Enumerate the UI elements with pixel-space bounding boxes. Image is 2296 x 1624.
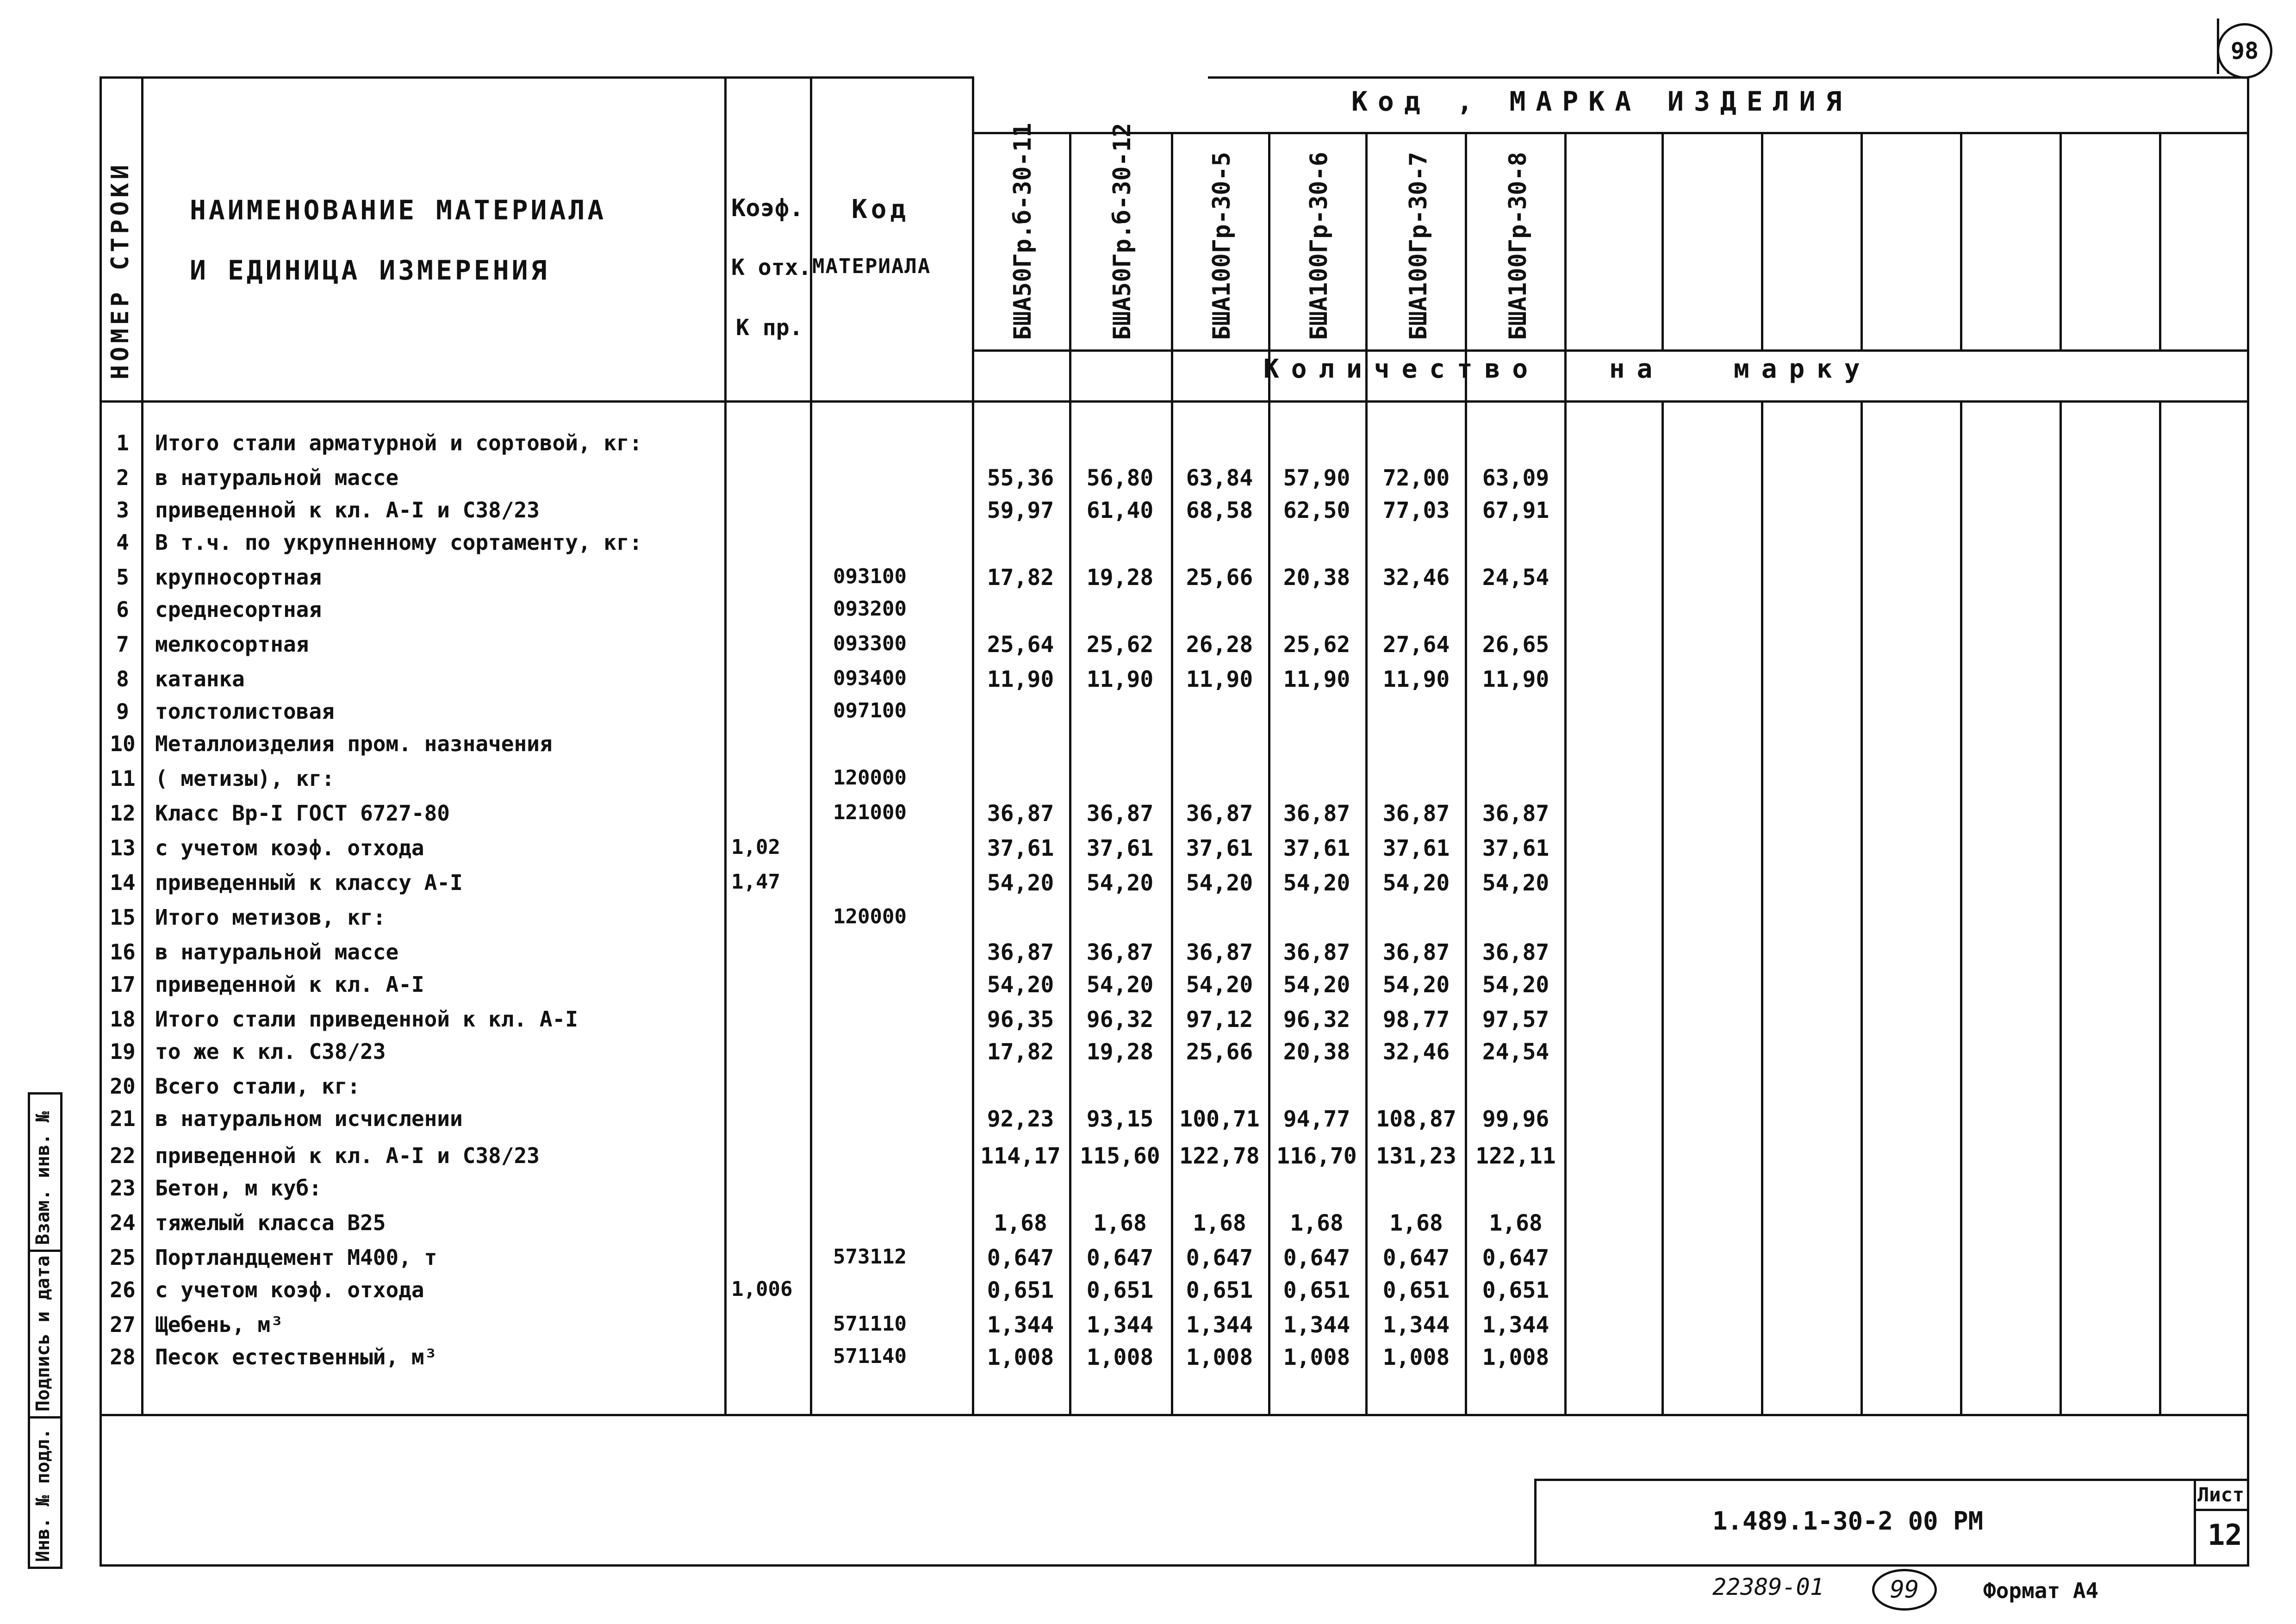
quantity-cell: 99,96 xyxy=(1482,1106,1549,1132)
quantity-cell: 0,647 xyxy=(1482,1245,1549,1271)
quantity-cell: 19,28 xyxy=(1086,1039,1154,1065)
koef-header-line3: К пр. xyxy=(736,315,803,341)
material-code: 093300 xyxy=(833,632,907,655)
quantity-cell: 36,87 xyxy=(1186,940,1253,965)
material-name: Итого стали приведенной к кл. А-I xyxy=(155,1007,578,1032)
quantity-cell: 54,20 xyxy=(1086,870,1154,896)
material-name: мелкосортная xyxy=(155,632,309,657)
quantity-cell: 54,20 xyxy=(987,870,1054,896)
material-name: среднесортная xyxy=(155,597,322,622)
row-number: 17 xyxy=(110,972,136,997)
quantity-cell: 11,90 xyxy=(1283,666,1350,692)
material-name: Бетон, м куб: xyxy=(155,1176,322,1201)
row-number: 8 xyxy=(116,666,129,691)
quantity-cell: 1,008 xyxy=(1382,1344,1450,1370)
quantity-cell: 25,62 xyxy=(1283,632,1350,658)
quantity-cell: 54,20 xyxy=(1283,870,1350,896)
material-name: ( метизы), кг: xyxy=(155,766,335,791)
code-header-line2: МАТЕРИАЛА xyxy=(812,255,931,278)
quantity-cell: 54,20 xyxy=(1382,972,1450,998)
quantity-cell: 54,20 xyxy=(1186,972,1253,998)
quantity-cell: 108,87 xyxy=(1376,1106,1456,1132)
quantity-cell: 72,00 xyxy=(1382,465,1450,491)
stamp-vzam: Взам. инв. № xyxy=(32,1111,54,1245)
quantity-cell: 32,46 xyxy=(1382,1039,1450,1065)
quantity-cell: 0,651 xyxy=(1186,1277,1253,1303)
koef-header-line1: Коэф. xyxy=(731,194,804,222)
material-name: Песок естественный, м³ xyxy=(155,1344,437,1369)
product-mark: БША50Гр.б-30-11 xyxy=(1009,123,1037,340)
material-code: 093200 xyxy=(833,597,907,621)
quantity-cell: 54,20 xyxy=(1283,972,1350,998)
row-number: 11 xyxy=(110,766,136,791)
row-number: 24 xyxy=(110,1210,136,1235)
format-label: Формат А4 xyxy=(1983,1578,2099,1603)
sheet-label: Лист xyxy=(2197,1483,2245,1506)
quantity-cell: 11,90 xyxy=(1482,666,1549,692)
quantity-cell: 54,20 xyxy=(1186,870,1253,896)
product-mark: БША50Гр.б-30-12 xyxy=(1108,123,1136,340)
quantity-cell: 96,32 xyxy=(1086,1007,1154,1033)
material-name: приведенный к классу А-I xyxy=(155,870,463,895)
quantity-cell: 68,58 xyxy=(1186,498,1253,523)
quantity-cell: 0,651 xyxy=(987,1277,1054,1303)
stamp-podpis: Подпись и дата xyxy=(32,1255,54,1412)
material-name: катанка xyxy=(155,666,245,691)
quantity-cell: 1,344 xyxy=(1283,1312,1350,1338)
quantity-cell: 11,90 xyxy=(1086,666,1154,692)
material-code: 093100 xyxy=(833,565,907,588)
material-name: то же к кл. С38/23 xyxy=(155,1039,386,1064)
quantity-cell: 96,32 xyxy=(1283,1007,1350,1033)
material-name: с учетом коэф. отхода xyxy=(155,1277,424,1302)
quantity-cell: 0,651 xyxy=(1482,1277,1549,1303)
row-number: 14 xyxy=(110,870,136,895)
quantity-cell: 62,50 xyxy=(1283,498,1350,523)
row-number: 7 xyxy=(116,632,129,657)
row-number: 4 xyxy=(116,530,129,555)
material-code: 121000 xyxy=(833,801,907,824)
quantity-cell: 97,57 xyxy=(1482,1007,1549,1033)
material-code: 093400 xyxy=(833,666,907,690)
quantity-cell: 67,91 xyxy=(1482,498,1549,523)
material-name: Портландцемент М400, т xyxy=(155,1245,437,1270)
material-name: Всего стали, кг: xyxy=(155,1074,361,1099)
row-number: 6 xyxy=(116,597,129,622)
quantity-cell: 59,97 xyxy=(987,498,1054,523)
material-name: Итого метизов, кг: xyxy=(155,905,386,930)
quantity-cell: 54,20 xyxy=(1086,972,1154,998)
quantity-cell: 32,46 xyxy=(1382,565,1450,591)
quantity-cell: 77,03 xyxy=(1382,498,1450,523)
row-number: 13 xyxy=(110,835,136,860)
quantity-cell: 27,64 xyxy=(1382,632,1450,658)
quantity-cell: 57,90 xyxy=(1283,465,1350,491)
quantity-cell: 54,20 xyxy=(1482,870,1549,896)
quantity-cell: 1,68 xyxy=(1389,1210,1443,1236)
quantity-cell: 116,70 xyxy=(1276,1143,1357,1169)
quantity-cell: 17,82 xyxy=(987,1039,1054,1065)
material-code: 571110 xyxy=(833,1312,907,1336)
quantity-cell: 0,647 xyxy=(1086,1245,1154,1271)
row-number: 20 xyxy=(110,1074,136,1099)
quantity-cell: 97,12 xyxy=(1186,1007,1253,1033)
material-code: 120000 xyxy=(833,905,907,928)
material-code: 571140 xyxy=(833,1344,907,1368)
quantity-cell: 1,008 xyxy=(1482,1344,1549,1370)
quantity-cell: 20,38 xyxy=(1283,565,1350,591)
page-circle xyxy=(1872,1569,1937,1611)
quantity-cell: 100,71 xyxy=(1179,1106,1260,1132)
quantity-header: Количество на марку xyxy=(1263,354,1872,384)
row-number: 1 xyxy=(116,430,129,455)
material-name: в натуральном исчислении xyxy=(155,1106,463,1131)
material-name: Итого стали арматурной и сортовой, кг: xyxy=(155,430,642,455)
material-name: Класс Вр-I ГОСТ 6727-80 xyxy=(155,801,450,826)
quantity-cell: 1,68 xyxy=(1489,1210,1543,1236)
quantity-cell: 36,87 xyxy=(1382,940,1450,965)
quantity-cell: 36,87 xyxy=(1382,801,1450,827)
name-header-line2: И ЕДИНИЦА ИЗМЕРЕНИЯ xyxy=(190,255,550,286)
row-number: 9 xyxy=(116,699,129,724)
product-mark: БША100Гр-30-6 xyxy=(1305,152,1333,340)
quantity-cell: 1,68 xyxy=(1290,1210,1344,1236)
sheet-number: 12 xyxy=(2208,1518,2242,1552)
quantity-cell: 36,87 xyxy=(987,940,1054,965)
koef-cell: 1,006 xyxy=(731,1277,793,1301)
quantity-cell: 54,20 xyxy=(1482,972,1549,998)
quantity-cell: 122,11 xyxy=(1475,1143,1556,1169)
quantity-cell: 19,28 xyxy=(1086,565,1154,591)
quantity-cell: 36,87 xyxy=(1482,801,1549,827)
material-name: крупносортная xyxy=(155,565,322,590)
quantity-cell: 26,65 xyxy=(1482,632,1549,658)
quantity-cell: 1,008 xyxy=(1283,1344,1350,1370)
quantity-cell: 1,68 xyxy=(994,1210,1047,1236)
material-name: В т.ч. по укрупненному сортаменту, кг: xyxy=(155,530,642,555)
quantity-cell: 54,20 xyxy=(987,972,1054,998)
material-name: в натуральной массе xyxy=(155,940,399,964)
quantity-cell: 1,68 xyxy=(1093,1210,1147,1236)
quantity-cell: 1,344 xyxy=(1186,1312,1253,1338)
material-name: Металлоизделия пром. назначения xyxy=(155,731,553,756)
quantity-cell: 61,40 xyxy=(1086,498,1154,523)
product-group-header: Код , МАРКА ИЗДЕЛИЯ xyxy=(1351,86,1852,117)
material-code: 573112 xyxy=(833,1245,907,1269)
row-number: 23 xyxy=(110,1176,136,1201)
quantity-cell: 11,90 xyxy=(1382,666,1450,692)
koef-header-line2: К отх. xyxy=(731,255,812,280)
material-name: приведенной к кл. А-I и С38/23 xyxy=(155,1143,540,1168)
quantity-cell: 93,15 xyxy=(1086,1106,1154,1132)
material-name: тяжелый класса В25 xyxy=(155,1210,386,1235)
quantity-cell: 1,008 xyxy=(1086,1344,1154,1370)
quantity-cell: 36,87 xyxy=(1482,940,1549,965)
row-number: 25 xyxy=(110,1245,136,1270)
sheet-mark xyxy=(2217,23,2272,79)
quantity-cell: 37,61 xyxy=(1482,835,1549,861)
material-code: 097100 xyxy=(833,699,907,722)
quantity-cell: 36,87 xyxy=(1186,801,1253,827)
quantity-cell: 122,78 xyxy=(1179,1143,1260,1169)
quantity-cell: 37,61 xyxy=(1382,835,1450,861)
material-name: толстолистовая xyxy=(155,699,335,724)
quantity-cell: 20,38 xyxy=(1283,1039,1350,1065)
quantity-cell: 24,54 xyxy=(1482,565,1549,591)
stamp-inv-podl: Инв. № подл. xyxy=(32,1428,54,1562)
quantity-cell: 26,28 xyxy=(1186,632,1253,658)
koef-cell: 1,47 xyxy=(731,870,780,894)
quantity-cell: 114,17 xyxy=(980,1143,1061,1169)
quantity-cell: 25,62 xyxy=(1086,632,1154,658)
quantity-cell: 1,008 xyxy=(1186,1344,1253,1370)
quantity-cell: 36,87 xyxy=(1283,940,1350,965)
row-number: 15 xyxy=(110,905,136,930)
row-number: 27 xyxy=(110,1312,136,1337)
quantity-cell: 1,344 xyxy=(987,1312,1054,1338)
row-number: 22 xyxy=(110,1143,136,1168)
quantity-cell: 94,77 xyxy=(1283,1106,1350,1132)
quantity-cell: 63,09 xyxy=(1482,465,1549,491)
quantity-cell: 63,84 xyxy=(1186,465,1253,491)
row-number: 2 xyxy=(116,465,129,490)
material-name: в натуральной массе xyxy=(155,465,399,490)
quantity-cell: 24,54 xyxy=(1482,1039,1549,1065)
material-name: приведенной к кл. А-I и С38/23 xyxy=(155,498,540,523)
material-name: с учетом коэф. отхода xyxy=(155,835,424,860)
quantity-cell: 37,61 xyxy=(987,835,1054,861)
row-number: 21 xyxy=(110,1106,136,1131)
quantity-cell: 0,647 xyxy=(1283,1245,1350,1271)
quantity-cell: 25,64 xyxy=(987,632,1054,658)
row-number-header: НОМЕР СТРОКИ xyxy=(106,161,134,380)
doc-code: 1.489.1-30-2 00 РМ xyxy=(1712,1506,1984,1536)
quantity-cell: 1,68 xyxy=(1193,1210,1246,1236)
quantity-cell: 37,61 xyxy=(1283,835,1350,861)
row-number: 3 xyxy=(116,498,129,523)
row-number: 19 xyxy=(110,1039,136,1064)
quantity-cell: 36,87 xyxy=(1283,801,1350,827)
quantity-cell: 0,647 xyxy=(1186,1245,1253,1271)
row-number: 16 xyxy=(110,940,136,964)
quantity-cell: 96,35 xyxy=(987,1007,1054,1033)
quantity-cell: 37,61 xyxy=(1086,835,1154,861)
quantity-cell: 1,344 xyxy=(1482,1312,1549,1338)
material-name: приведенной к кл. А-I xyxy=(155,972,424,997)
quantity-cell: 1,008 xyxy=(987,1344,1054,1370)
row-number: 26 xyxy=(110,1277,136,1302)
code-header-line1: Код xyxy=(852,194,910,224)
material-name: Щебень, м³ xyxy=(155,1312,283,1337)
quantity-cell: 1,344 xyxy=(1382,1312,1450,1338)
quantity-cell: 11,90 xyxy=(1186,666,1253,692)
row-number: 5 xyxy=(116,565,129,590)
archive-number: 22389-01 xyxy=(1712,1574,1824,1600)
quantity-cell: 36,87 xyxy=(987,801,1054,827)
quantity-cell: 0,651 xyxy=(1086,1277,1154,1303)
quantity-cell: 131,23 xyxy=(1376,1143,1456,1169)
product-mark: БША100Гр-30-7 xyxy=(1405,152,1432,340)
product-mark: БША100Гр-30-5 xyxy=(1208,152,1236,340)
row-number: 10 xyxy=(110,731,136,756)
row-number: 18 xyxy=(110,1007,136,1032)
sheet-mark-text: 98 xyxy=(2230,37,2259,64)
quantity-cell: 11,90 xyxy=(987,666,1054,692)
quantity-cell: 37,61 xyxy=(1186,835,1253,861)
quantity-cell: 25,66 xyxy=(1186,1039,1253,1065)
page-circle-text: 99 xyxy=(1890,1576,1919,1604)
koef-cell: 1,02 xyxy=(731,835,780,859)
quantity-cell: 0,647 xyxy=(987,1245,1054,1271)
quantity-cell: 0,651 xyxy=(1283,1277,1350,1303)
quantity-cell: 56,80 xyxy=(1086,465,1154,491)
material-code: 120000 xyxy=(833,766,907,790)
row-number: 12 xyxy=(110,801,136,826)
quantity-cell: 25,66 xyxy=(1186,565,1253,591)
quantity-cell: 98,77 xyxy=(1382,1007,1450,1033)
row-number: 28 xyxy=(110,1344,136,1369)
quantity-cell: 0,647 xyxy=(1382,1245,1450,1271)
quantity-cell: 36,87 xyxy=(1086,801,1154,827)
product-mark: БША100Гр-30-8 xyxy=(1504,152,1532,340)
quantity-cell: 54,20 xyxy=(1382,870,1450,896)
quantity-cell: 1,344 xyxy=(1086,1312,1154,1338)
quantity-cell: 17,82 xyxy=(987,565,1054,591)
quantity-cell: 115,60 xyxy=(1080,1143,1160,1169)
name-header-line1: НАИМЕНОВАНИЕ МАТЕРИАЛА xyxy=(190,194,607,226)
quantity-cell: 36,87 xyxy=(1086,940,1154,965)
quantity-cell: 92,23 xyxy=(987,1106,1054,1132)
quantity-cell: 0,651 xyxy=(1382,1277,1450,1303)
quantity-cell: 55,36 xyxy=(987,465,1054,491)
